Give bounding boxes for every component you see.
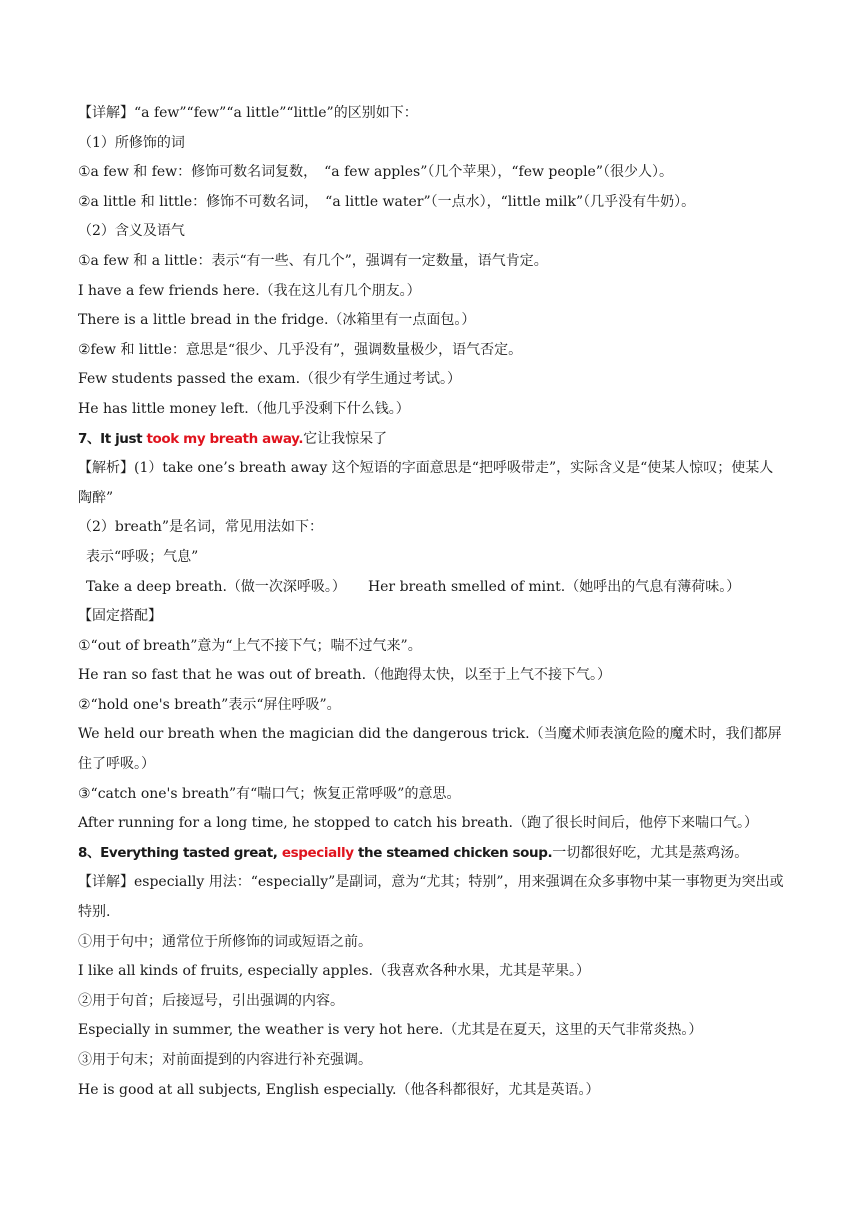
example-row xyxy=(78,573,784,603)
text-line: ③“catch one's breath”有“喘口气；恢复正常呼吸”的意思。 xyxy=(78,785,461,802)
item-8-translation: 一切都很好吃，尤其是蒸鸡汤。 xyxy=(552,844,749,861)
item-7-prefix: 7、It just xyxy=(78,430,147,447)
text-line: ①“out of breath”意为“上气不接下气；喘不过气来”。 xyxy=(78,637,422,654)
example-sentence: Her breath smelled of mint.（她呼出的气息有薄荷味。） xyxy=(367,578,741,595)
item-7-highlight: took my breath away. xyxy=(146,430,304,447)
explanation-paragraph: 【详解】especially 用法：“especially”是副词，意为“尤其；特别”，用来强调在众多事物中某一事物更为突出或特别. xyxy=(78,874,784,921)
subheading: （2）breath”是名词，常见用法如下： xyxy=(78,519,323,536)
item-8-suffix: the steamed chicken soup. xyxy=(353,844,553,861)
item-7-translation: 它让我惊呆了 xyxy=(303,430,388,447)
text-line: ②“hold one's breath”表示“屏住呼吸”。 xyxy=(78,696,341,713)
text-line: 表示“呼吸；气息” xyxy=(86,548,199,565)
example-sentence: Especially in summer, the weather is very hot here.（尤其是在夏天，这里的天气非常炎热。） xyxy=(78,1022,703,1039)
example-sentence: I have a few friends here.（我在这儿有几个朋友。） xyxy=(78,282,421,299)
item-8-highlight: especially xyxy=(281,844,354,861)
text-line: ②few 和 little：意思是“很少、几乎没有”，强调数量极少，语气否定。 xyxy=(78,341,523,358)
example-sentence: I like all kinds of fruits, especially apples.（我喜欢各种水果，尤其是苹果。） xyxy=(78,963,590,980)
example-sentence: We held our breath when the magician did the dangerous trick.（当魔术师表演危险的魔术时，我们都屏住了呼吸。） xyxy=(78,726,782,773)
example-sentence: Few students passed the exam.（很少有学生通过考试。） xyxy=(78,371,462,388)
analysis-paragraph: 【解析】(1）take one’s breath away 这个短语的字面意思是“把呼吸带走”，实际含义是“使某人惊叹；使某人陶醉” xyxy=(78,460,774,506)
text-line: ①a few 和 a little：表示“有一些、有几个”，强调有一定数量，语气肯定。 xyxy=(78,252,548,269)
item-8-prefix: 8、Everything tasted great, xyxy=(78,844,282,861)
example-sentence: He is good at all subjects, English especially.（他各科都很好，尤其是英语。） xyxy=(78,1081,600,1098)
collocation-heading: 【固定搭配】 xyxy=(78,608,162,625)
subheading: （2）含义及语气 xyxy=(78,223,185,240)
subheading: （1）所修饰的词 xyxy=(78,134,185,151)
example-sentence: He ran so fast that he was out of breath.（他跑得太快，以至于上气不接下气。） xyxy=(78,667,612,684)
text-line: ①用于句中；通常位于所修饰的词或短语之前。 xyxy=(78,933,372,950)
text-line: ③用于句末；对前面提到的内容进行补充强调。 xyxy=(78,1052,372,1068)
document-page xyxy=(78,99,784,1105)
item-8-heading xyxy=(78,839,784,869)
text-line: ②a little 和 little：修饰不可数名词， “a little water”（一点水），“little milk”（几乎没有牛奶）。 xyxy=(78,193,696,210)
example-sentence: After running for a long time, he stopped to catch his breath.（跑了很长时间后，他停下来喘口气。） xyxy=(78,815,758,832)
example-sentence: He has little money left.（他几乎没剩下什么钱。） xyxy=(78,400,410,417)
text-line: ②用于句首；后接逗号，引出强调的内容。 xyxy=(78,992,344,1009)
item-7-heading xyxy=(78,425,784,455)
example-sentence: Take a deep breath.（做一次深呼吸。） xyxy=(86,578,346,595)
example-sentence: There is a little bread in the fridge.（冰箱里有一点面包。） xyxy=(78,312,476,329)
explanation-heading: 【详解】“a few”“few”“a little”“little”的区别如下： xyxy=(78,105,418,121)
text-line: ①a few 和 few：修饰可数名词复数， “a few apples”（几个苹果），“few people”（很少人）。 xyxy=(78,164,673,181)
